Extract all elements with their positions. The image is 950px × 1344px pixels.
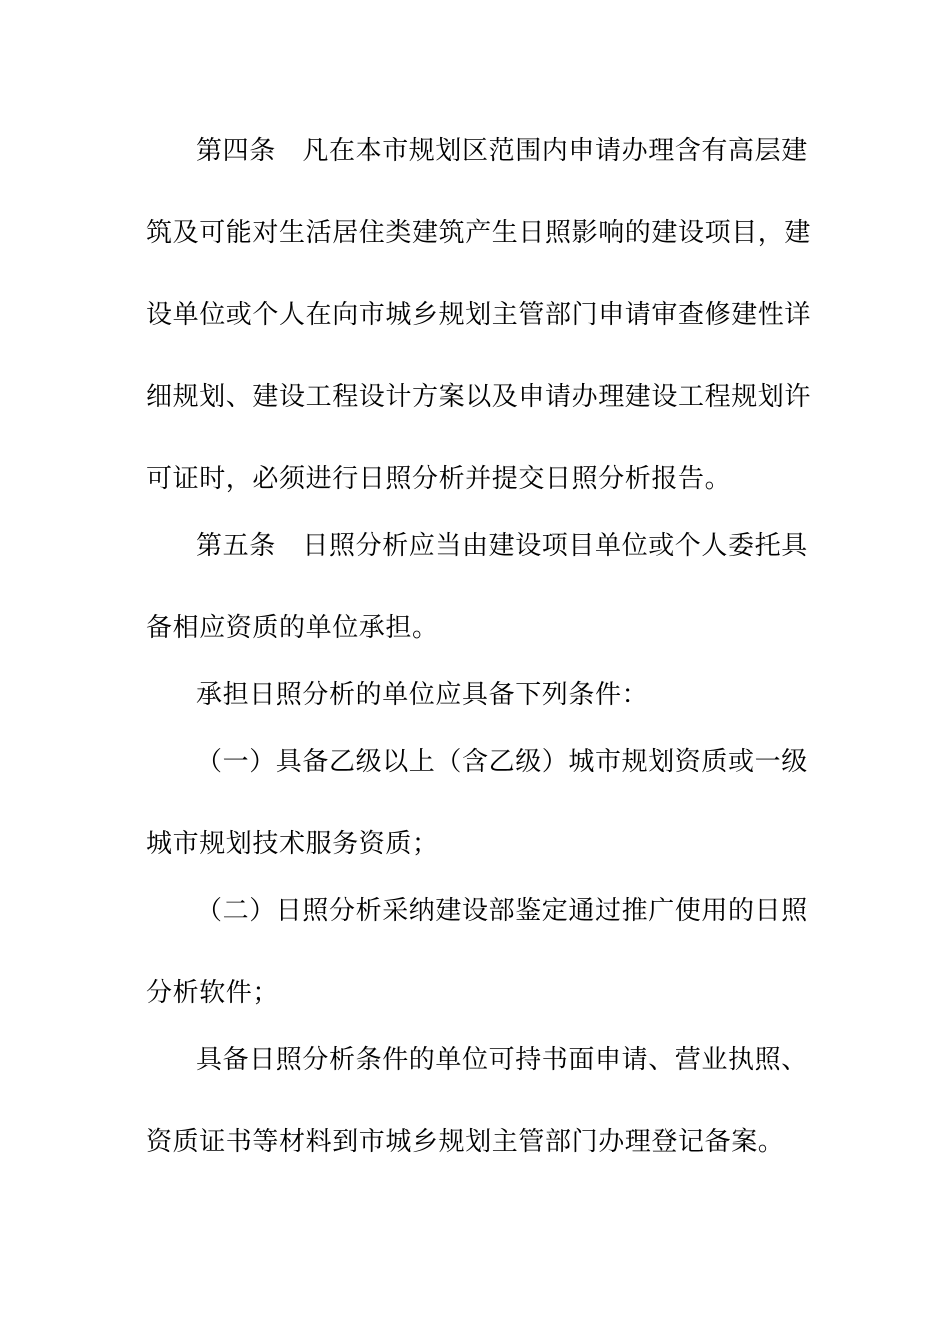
condition-1-line-2: 城市规划技术服务资质； bbox=[146, 829, 439, 859]
registration-line-2: 资质证书等材料到市城乡规划主管部门办理登记备案。 bbox=[146, 1127, 785, 1157]
article-4-line-1: 第四条 凡在本市规划区范围内申请办理含有高层建 bbox=[196, 136, 808, 166]
registration-line-1: 具备日照分析条件的单位可持书面申请、营业执照、 bbox=[196, 1045, 808, 1075]
condition-2-line-1: （二）日照分析采纳建设部鉴定通过推广使用的日照 bbox=[196, 896, 808, 926]
article-4-line-2: 筑及可能对生活居住类建筑产生日照影响的建设项目，建 bbox=[146, 218, 812, 248]
condition-1-line-1: （一）具备乙级以上（含乙级）城市规划资质或一级 bbox=[196, 747, 808, 777]
article-4-line-3: 设单位或个人在向市城乡规划主管部门申请审查修建性详 bbox=[146, 300, 812, 330]
article-4-line-4: 细规划、建设工程设计方案以及申请办理建设工程规划许 bbox=[146, 382, 812, 412]
article-5-line-2: 备相应资质的单位承担。 bbox=[146, 613, 439, 643]
conditions-intro: 承担日照分析的单位应具备下列条件： bbox=[196, 680, 649, 710]
condition-2-line-2: 分析软件； bbox=[146, 978, 280, 1008]
article-4-line-5: 可证时，必须进行日照分析并提交日照分析报告。 bbox=[146, 464, 732, 494]
article-5-line-1: 第五条 日照分析应当由建设项目单位或个人委托具 bbox=[196, 531, 808, 561]
